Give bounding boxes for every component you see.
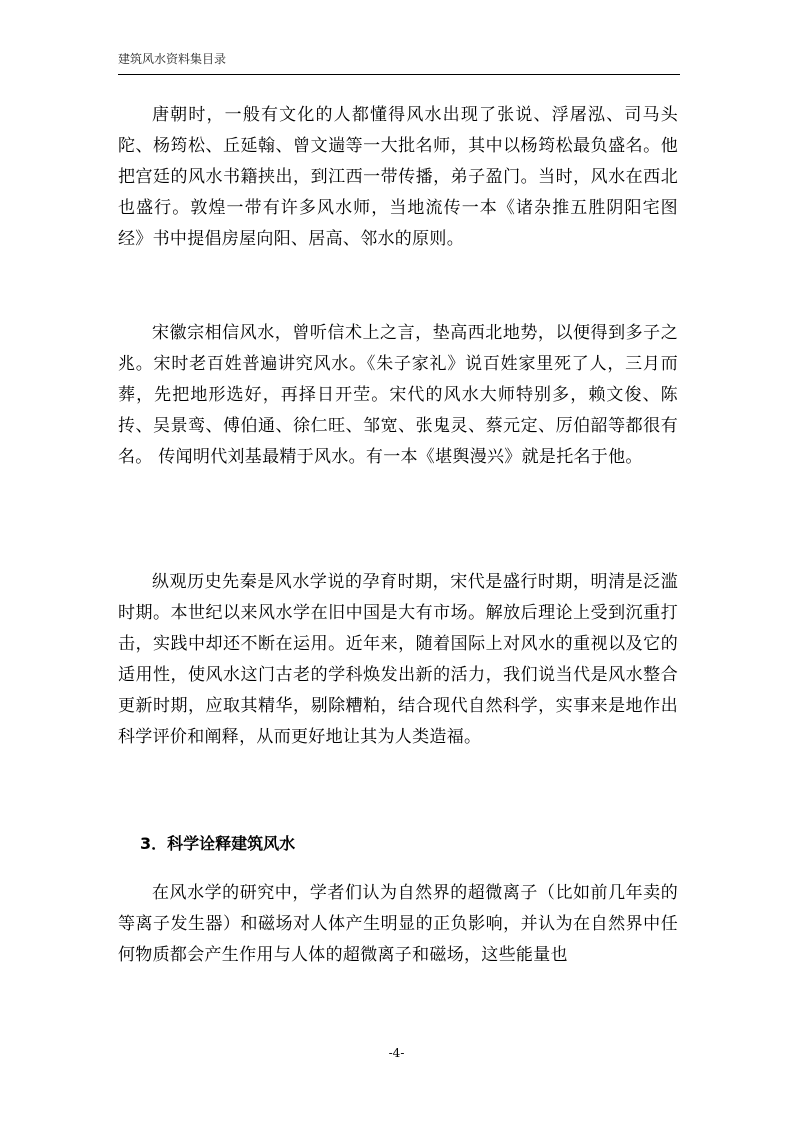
running-header: 建筑风水资料集目录 <box>118 52 227 66</box>
section-heading: 3．科学诠释建筑风水 <box>140 834 296 853</box>
page-number: -4- <box>388 1046 405 1060</box>
paragraph-historical-overview: 纵观历史先秦是风水学说的孕育时期，宋代是盛行时期，明清是泛滥时期。本世纪以来风水学在旧中国是大有市场。解放后理论上受到沉重打击，实践中却还不断在运用。近年来，随着国际上对风水的重视以及它的适用性，使风水这门古老的学科焕发出新的活力，我们说当代是风水整合更新时期，应取其精华，剔除糟粕，结合现代自然科学，实事来是地作出科学评价和阐释，从而更好地让其为人类造福。 <box>118 572 678 747</box>
paragraph-scientific-interpretation: 在风水学的研究中，学者们认为自然界的超微离子（比如前几年卖的等离子发生器）和磁场对人体产生明显的正负影响，并认为在自然界中任何物质都会产生作用与人体的超微离子和磁场，这些能量也 <box>118 883 678 965</box>
paragraph-song-dynasty: 宋徽宗相信风水，曾听信术上之言，垫高西北地势，以便得到多子之兆。宋时老百姓普遍讲究风水。《朱子家礼》说百姓家里死了人，三月而葬，先把地形选好，再择日开茔。宋代的风水大师特别多，赖文俊、陈抟、吴景鸾、傅伯通、徐仁旺、邹宽、张鬼灵、蔡元定、厉伯韶等都很有名。 传闻明代刘基最精于风水。有一本《堪舆漫兴》就是托名于他。 <box>118 323 678 467</box>
paragraph-tang-dynasty: 唐朝时，一般有文化的人都懂得风水出现了张说、浮屠泓、司马头陀、杨筠松、丘延翰、曾文遄等一大批名师，其中以杨筠松最负盛名。他把宫廷的风水书籍挟出，到江西一带传播，弟子盈门。当时，风水在西北也盛行。敦煌一带有许多风水师，当地流传一本《诸杂推五胜阴阳宅图经》书中提倡房屋向阳、居高、邻水的原则。 <box>118 105 678 249</box>
header-divider <box>118 74 680 75</box>
